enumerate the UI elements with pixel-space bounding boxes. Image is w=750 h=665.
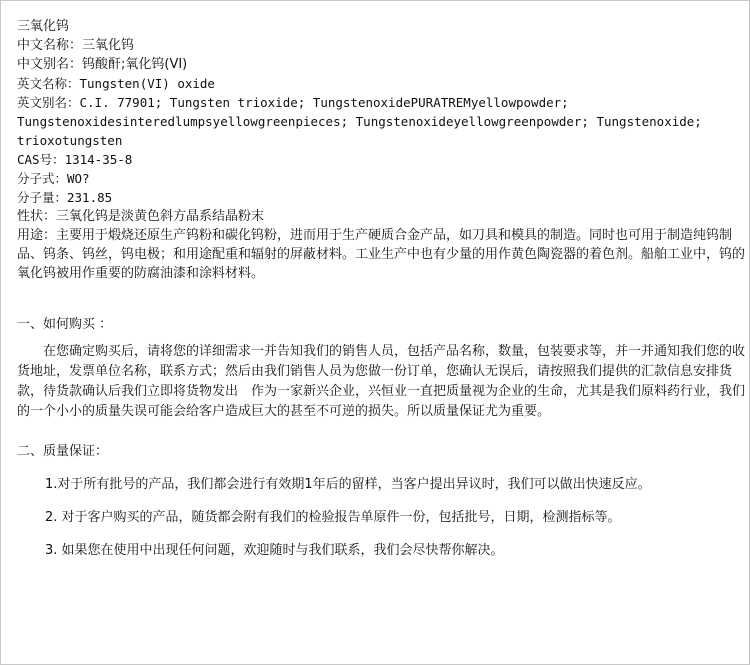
- purchase-heading: 一、如何购买 ：: [17, 317, 113, 332]
- quality-item: 3. 如果您在使用中出现任何问题，欢迎随时与我们联系，我们会尽快帮你解决。: [45, 543, 504, 558]
- page-title: 三氧化钨: [17, 19, 70, 34]
- purchase-body: 在您确定购买后，请将您的详细需求一并告知我们的销售人员，包括产品名称，数量，包装要求等，并一并通知我们您的收货地址，发票单位名称，联系方式；然后由我们销售人员为您做一份订单，您确认无误后，请按照我们提供的汇款信息安排货款，待货款确认后我们立即将货物发出 作为一家新兴企业，兴恒业一直把质量视为企业的生命，尤其是我们原料药行业，我们的一个小小的质量失误可能会给客户造成巨大的甚至不可逆的损失。所以质量保证尤为重要。: [17, 344, 746, 419]
- quality-heading: 二、质量保证：: [17, 444, 109, 459]
- en-name: 英文名称：Tungsten(VI) oxide: [17, 76, 215, 91]
- cas-number: CAS号：1314-35-8: [17, 152, 133, 167]
- purchase-section: [17, 315, 749, 422]
- quality-item: 2. 对于客户购买的产品，随货都会附有我们的检验报告单原件一份，包括批号，日期，检测指标等。: [45, 510, 621, 525]
- molecular-weight: 分子量：231.85: [17, 190, 113, 205]
- quality-item: 1.对于所有批号的产品，我们都会进行有效期1年后的留样，当客户提出异议时，我们可以做出快速反应。: [45, 477, 651, 492]
- cn-alias: 中文别名：钨酸酐;氧化钨(VI): [17, 57, 188, 72]
- cn-name: 中文名称：三氧化钨: [17, 38, 135, 53]
- en-alias-line-3: trioxotungsten: [17, 133, 123, 148]
- appearance: 性状：三氧化钨是淡黄色斜方晶系结晶粉末: [17, 209, 265, 224]
- en-alias-line-2: Tungstenoxidesinteredlumpsyellowgreenpieces; Tungstenoxideyellowgreenpowder; Tungstenoxide;: [17, 114, 702, 129]
- properties-block: [17, 36, 749, 283]
- quality-section: [17, 442, 749, 560]
- en-alias-line-1: 英文别名：C.I. 77901; Tungsten trioxide; TungstenoxidePURATREMyellowpowder;: [17, 95, 569, 110]
- usage: 用途：主要用于煅烧还原生产钨粉和碳化钨粉，进而用于生产硬质合金产品，如刀具和模具的制造。同时也可用于制造纯钨制品、钨条、钨丝，钨电极；和用途配重和辐射的屏蔽材料。工业生产中也有少量的用作黄色陶瓷器的着色剂。船舶工业中，钨的氧化钨被用作重要的防腐油漆和涂料材料。: [17, 228, 746, 281]
- molecular-formula: 分子式：WO?: [17, 171, 90, 186]
